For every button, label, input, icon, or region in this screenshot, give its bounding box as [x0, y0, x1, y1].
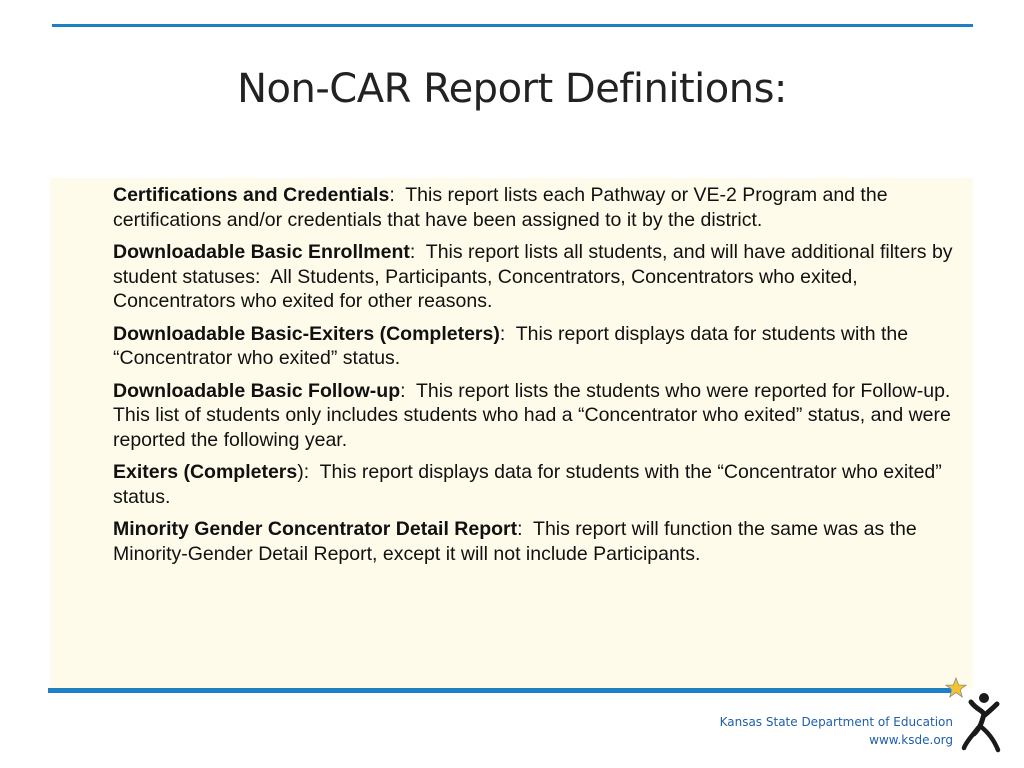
- definition-separator: :: [400, 379, 406, 402]
- figure-head: [979, 693, 989, 703]
- definition-text: This report displays data for students with the “Concentrator who exited” status.: [113, 461, 948, 508]
- definition-separator: ):: [297, 461, 310, 483]
- definition-text: This report will function the same was as the Minority-Gender Detail Report, except it will not include Participants.: [113, 518, 923, 565]
- definition-text: This report lists all students, and will have additional filters by student statuses: All Students, Participants, Concentrators, Concentrators who exited, Concentrators who exited for other reasons.: [113, 241, 958, 312]
- ksde-star-figure-icon: [944, 676, 1002, 754]
- top-divider: [52, 24, 973, 27]
- definition-text: This report lists each Pathway or VE-2 Program and the certifications and/or credentials that have been assigned to it by the district.: [113, 184, 893, 231]
- definition-item: [113, 322, 963, 371]
- definition-term: Exiters (Completers: [113, 461, 298, 483]
- star-icon: [946, 678, 966, 697]
- definition-item: [113, 379, 963, 453]
- bottom-divider: [48, 688, 951, 693]
- figure-leg-right: [980, 726, 998, 750]
- definition-term: Downloadable Basic Enrollment: [113, 241, 410, 263]
- definition-text: This report lists the students who were reported for Follow-up. This list of students only includes students who had a “Concentrator who exited” status, and were reported the following year.: [113, 379, 961, 451]
- definition-item: [113, 460, 963, 509]
- figure-leg-left: [964, 728, 978, 748]
- definition-item: [113, 183, 963, 232]
- figure-arm-right: [985, 704, 997, 715]
- definition-separator: :: [389, 184, 395, 206]
- definition-text: This report displays data for students with the “Concentrator who exited” status.: [113, 322, 914, 369]
- definition-separator: :: [517, 518, 523, 540]
- footer-organization: Kansas State Department of Education: [719, 715, 953, 729]
- definition-list: [113, 183, 963, 574]
- footer-website: www.ksde.org: [869, 733, 953, 747]
- definition-term: Certifications and Credentials: [113, 184, 390, 206]
- definition-item: [113, 240, 963, 314]
- definition-term: Minority Gender Concentrator Detail Report: [113, 518, 518, 540]
- definition-term: Downloadable Basic Follow-up: [113, 379, 401, 402]
- definition-term: Downloadable Basic-Exiters (Completers): [113, 322, 500, 345]
- figure-arm-left: [971, 702, 984, 714]
- definition-separator: :: [499, 322, 506, 345]
- page-title: Non-CAR Report Definitions:: [237, 66, 787, 112]
- definition-item: [113, 517, 963, 566]
- definition-separator: :: [409, 241, 416, 263]
